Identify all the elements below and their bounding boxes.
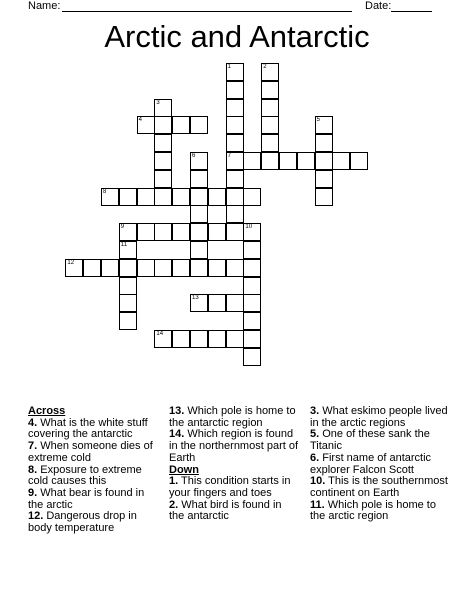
name-label: Name: (28, 0, 61, 12)
grid-cell[interactable] (190, 259, 208, 277)
clue-item-text: What bird is found in the antarctic (169, 498, 282, 523)
clue-number: 4 (138, 117, 142, 124)
grid-cell[interactable] (226, 152, 244, 170)
grid-cell[interactable] (119, 241, 137, 259)
clue-number: 1 (227, 64, 231, 70)
grid-cell[interactable] (297, 152, 315, 170)
grid-cell[interactable] (101, 259, 119, 277)
grid-cell[interactable] (226, 99, 244, 117)
grid-cell[interactable] (172, 116, 190, 134)
grid-cell[interactable] (154, 134, 172, 152)
clue-item-number: 10. (310, 475, 326, 488)
grid-cell[interactable] (226, 63, 244, 81)
grid-cell[interactable] (137, 259, 155, 277)
clue-number: 12 (67, 259, 75, 266)
grid-cell[interactable] (208, 330, 226, 348)
date-label: Date: (365, 0, 392, 12)
grid-cell[interactable] (243, 188, 261, 206)
clue-item (310, 406, 450, 429)
grid-cell[interactable] (154, 330, 172, 348)
clue-item-number: 9. (28, 486, 38, 499)
clue-item-text: Dangerous drop in body temperature (28, 510, 137, 535)
grid-cell[interactable] (154, 223, 172, 241)
grid-cell[interactable] (243, 223, 261, 241)
grid-cell[interactable] (350, 152, 368, 170)
clue-item-text: What eskimo people lived in the arctic regions (310, 405, 448, 429)
grid-cell[interactable] (261, 134, 279, 152)
grid-cell[interactable] (137, 188, 155, 206)
grid-cell[interactable] (154, 99, 172, 117)
clue-item (169, 476, 299, 499)
grid-cell[interactable] (190, 223, 208, 241)
clue-item (28, 511, 156, 534)
grid-cell[interactable] (261, 63, 279, 81)
grid-cell[interactable] (315, 152, 333, 170)
clue-item-text: What is the white stuff covering the antarctic (28, 416, 148, 441)
grid-cell[interactable] (190, 152, 208, 170)
clue-item (310, 476, 450, 499)
grid-cell[interactable] (261, 99, 279, 117)
grid-cell[interactable] (119, 277, 137, 295)
clue-item-text: This condition starts in your fingers and toes (169, 475, 291, 499)
clue-number: 3 (156, 99, 160, 106)
clue-item (169, 406, 299, 429)
grid-cell[interactable] (208, 188, 226, 206)
grid-cell[interactable] (315, 116, 333, 134)
clue-item (169, 429, 299, 464)
clue-number: 14 (156, 331, 164, 337)
clue-number: 7 (227, 153, 231, 159)
grid-cell[interactable] (119, 188, 137, 206)
grid-cell[interactable] (315, 134, 333, 152)
grid-cell[interactable] (190, 170, 208, 188)
grid-cell[interactable] (190, 294, 208, 312)
grid-cell[interactable] (226, 259, 244, 277)
grid-cell[interactable] (226, 188, 244, 206)
clue-item-text: What bear is found in the arctic (28, 486, 145, 511)
grid-cell[interactable] (243, 348, 261, 366)
grid-cell[interactable] (226, 223, 244, 241)
clue-item (169, 500, 299, 523)
clue-item (28, 441, 156, 464)
clue-item-number: 14. (169, 428, 185, 441)
grid-cell[interactable] (315, 170, 333, 188)
clue-item-text: First name of antarctic explorer Falcon Scott (310, 451, 432, 476)
clue-section-heading: Down (169, 463, 199, 476)
grid-cell[interactable] (226, 81, 244, 99)
grid-cell[interactable] (243, 312, 261, 330)
clue-item-number: 4. (28, 416, 38, 429)
clue-item (28, 418, 156, 441)
grid-cell[interactable] (261, 152, 279, 170)
clue-item (310, 429, 450, 452)
clue-item (28, 488, 156, 511)
grid-cell[interactable] (243, 259, 261, 277)
clue-number: 5 (316, 117, 320, 124)
clue-item-number: 8. (28, 463, 38, 476)
clue-number: 9 (120, 224, 125, 231)
clue-item-number: 5. (310, 428, 320, 441)
grid-cell[interactable] (208, 294, 226, 312)
clue-item-text: This is the southernmost continent on Earth (310, 475, 448, 499)
clue-item-text: Which region is found in the northernmost part of Earth (169, 428, 299, 464)
grid-cell[interactable] (172, 330, 190, 348)
grid-cell[interactable] (261, 81, 279, 99)
grid-cell[interactable] (119, 259, 137, 277)
clue-number: 13 (192, 295, 199, 302)
grid-cell[interactable] (119, 223, 137, 241)
clue-column-1 (28, 406, 156, 535)
grid-cell[interactable] (83, 259, 101, 277)
clue-column-3 (310, 406, 450, 523)
grid-cell[interactable] (119, 312, 137, 330)
grid-cell[interactable] (190, 188, 208, 206)
clue-item-text: When someone dies of extreme cold (28, 440, 153, 464)
grid-cell[interactable] (190, 241, 208, 259)
grid-cell[interactable] (65, 259, 83, 277)
clue-item-number: 6. (310, 451, 320, 464)
page-title: Arctic and Antarctic (104, 19, 370, 54)
grid-cell[interactable] (137, 116, 155, 134)
clue-item (28, 465, 156, 488)
clue-item-number: 1. (169, 475, 179, 488)
grid-cell[interactable] (243, 330, 261, 348)
clue-number: 11 (120, 242, 128, 248)
grid-cell[interactable] (208, 223, 226, 241)
grid-cell[interactable] (172, 259, 190, 277)
clue-item-number: 13. (169, 405, 185, 417)
grid-cell[interactable] (101, 188, 119, 206)
clue-item (310, 500, 450, 523)
grid-cell[interactable] (226, 205, 244, 223)
grid-cell[interactable] (243, 241, 261, 259)
clue-item-text: Which pole is home to the arctic region (310, 498, 436, 523)
grid-cell[interactable] (190, 205, 208, 223)
grid-cell[interactable] (243, 152, 261, 170)
grid-cell[interactable] (190, 116, 208, 134)
grid-cell[interactable] (154, 170, 172, 188)
grid-cell[interactable] (154, 152, 172, 170)
grid-cell[interactable] (226, 116, 244, 134)
clue-item-number: 3. (310, 405, 320, 417)
clue-number: 8 (103, 188, 107, 195)
clue-item-number: 7. (28, 440, 38, 453)
clue-number: 2 (263, 64, 267, 70)
grid-cell[interactable] (119, 294, 137, 312)
grid-cell[interactable] (332, 152, 350, 170)
clue-section-heading: Across (28, 405, 66, 417)
grid-cell[interactable] (172, 223, 190, 241)
grid-cell[interactable] (208, 259, 226, 277)
clue-item-text: Exposure to extreme cold causes this (28, 463, 142, 488)
clue-item-number: 12. (28, 510, 44, 523)
grid-cell[interactable] (279, 152, 297, 170)
grid-cell[interactable] (261, 116, 279, 134)
clue-column-2 (169, 406, 299, 523)
grid-cell[interactable] (154, 188, 172, 206)
grid-cell[interactable] (226, 330, 244, 348)
clue-item-text: One of these sank the Titanic (310, 428, 430, 453)
grid-cell[interactable] (243, 294, 261, 312)
clue-item-text: Which pole is home to the antarctic region (169, 405, 296, 429)
grid-cell[interactable] (226, 134, 244, 152)
grid-cell[interactable] (190, 330, 208, 348)
grid-cell[interactable] (226, 294, 244, 312)
clue-number: 6 (192, 153, 196, 159)
clue-item (310, 453, 450, 476)
grid-cell[interactable] (226, 170, 244, 188)
grid-cell[interactable] (315, 188, 333, 206)
grid-cell[interactable] (137, 223, 155, 241)
grid-cell[interactable] (172, 188, 190, 206)
grid-cell[interactable] (243, 277, 261, 295)
clue-item-number: 11. (310, 498, 325, 511)
grid-cell[interactable] (154, 116, 172, 134)
clue-number: 10 (245, 224, 253, 231)
clue-item-number: 2. (169, 498, 179, 511)
grid-cell[interactable] (154, 259, 172, 277)
